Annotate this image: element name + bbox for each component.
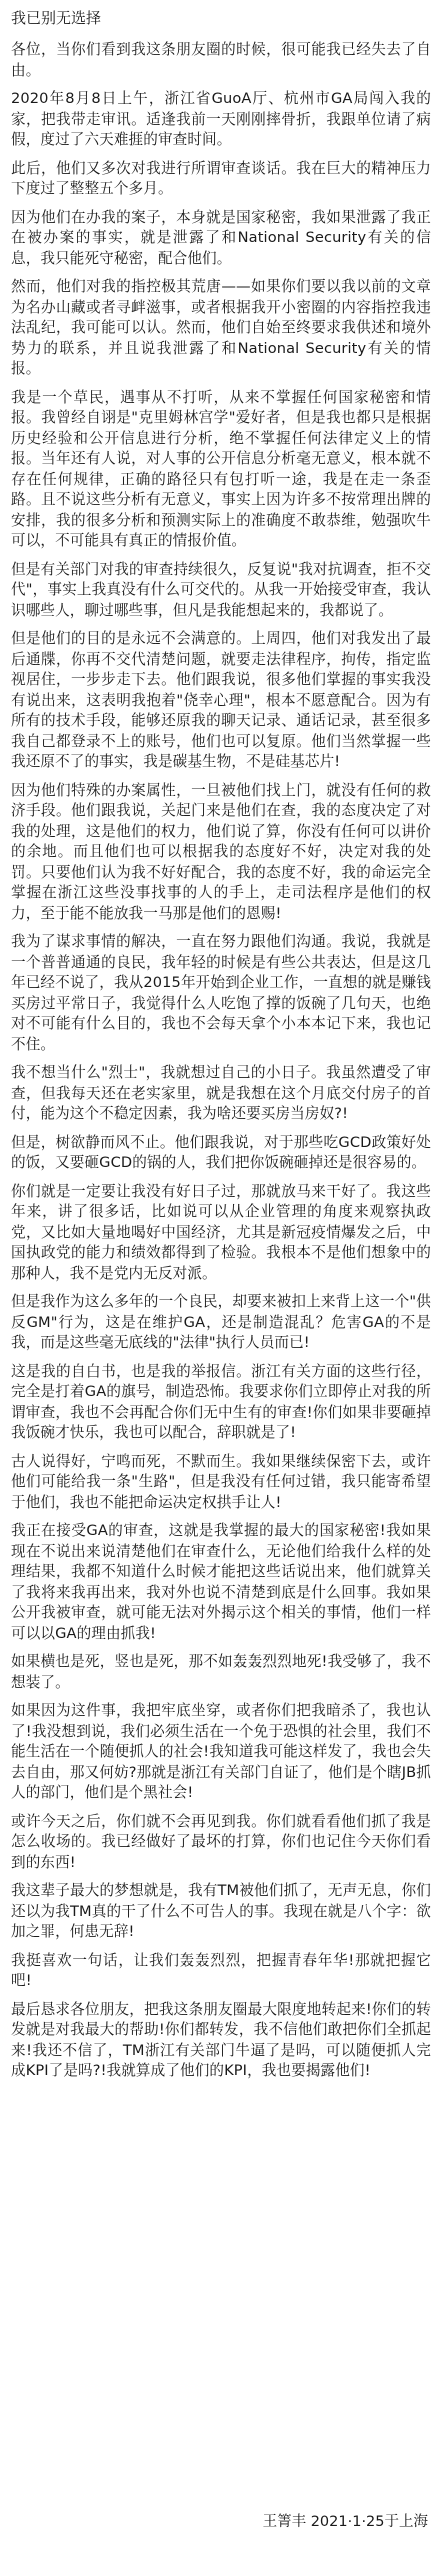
letter-paragraph: 但是有关部门对我的审查持续很久，反复说"我对抗调查，拒不交代"，事实上我真没有什么可交代的。从我一开始接受审查，我认识哪些人，聊过哪些事，但凡是我能想起来的，我都说了。 xyxy=(11,560,431,619)
letter-paragraph: 但是，树欲静而风不止。他们跟我说，对于那些吃GCD政策好处的饭，又要砸GCD的锅的人，我们把你饭碗砸掉还是很容易的。 xyxy=(11,1133,431,1171)
letter-paragraph: 这是我的自白书，也是我的举报信。浙江有关方面的这些行径，完全是打着GA的旗号，制造恐怖。我要求你们立即停止对我的所谓审查，我也不会再配合你们无中生有的审查!你们如果非要砸掉我饭碗才快乐，我也可以配合，辞职就是了! xyxy=(11,1362,431,1441)
letter-paragraph: 你们就是一定要让我没有好日子过，那就放马来干好了。我这些年来，讲了很多话，比如说可以从企业管理的角度来观察执政党，又比如大量地喝好中国经济，尤其是新冠疫情爆发之后，中国执政党的能力和绩效都得到了检验。我根本不是他们想象中的那种人，我不是党内无反对派。 xyxy=(11,1182,431,1282)
letter-paragraph: 各位，当你们看到我这条朋友圈的时候，很可能我已经失去了自由。 xyxy=(11,41,431,79)
letter-paragraph: 我为了谋求事情的解决，一直在努力跟他们沟通。我说，我就是一个普普通通的良民，我年轻的时候是有些公共表达，但是这几年已经不说了，我从2015年开始到企业工作，一直想的就是赚钱买房过平常日子，我觉得什么人吃饱了撑的饭碗了几句天，也绝对不可能有什么目的，我也不会每天拿个小本本记下来，我也记不住。 xyxy=(11,933,431,1053)
letter-signature: 王箐丰 2021·1·25于上海 xyxy=(262,2514,428,2530)
letter-body xyxy=(11,40,431,2082)
letter-paragraph: 然而，他们对我的指控极其荒唐——如果你们要以我以前的文章为名办山藏或者寻衅滋事，或者根据我开小密圈的内容指控我违法乱纪，我可能可以认。然而，他们自始至终要求我供述和境外势力的联系，并且说我泄露了和National Security有关的情报。 xyxy=(11,278,431,377)
letter-paragraph: 但是他们的目的是永远不会满意的。上周四，他们对我发出了最后通牒，你再不交代清楚问题，就要走法律程序，拘传，指定监视居住，一步步走下去。他们跟我说，很多他们掌握的事实我没有说出来，这表明我抱着"侥幸心理"，根本不愿意配合。因为有所有的技术手段，能够还原我的聊天记录、通话记录，甚至很多我自己都登录不上的账号，他们也可以复原。他们当然掌握一些我还原不了的事实，我是碳基生物，不是硅基芯片! xyxy=(11,630,431,770)
letter-paragraph: 因为他们在办我的案子，本身就是国家秘密，我如果泄露了我正在被办案的事实，就是泄露了和National Security有关的信息，我只能死守秘密，配合他们。 xyxy=(11,208,431,267)
letter-title: 我已别无选择 xyxy=(11,9,102,27)
letter-paragraph: 我是一个草民，遇事从不打听，从来不掌握任何国家秘密和情报。我曾经自诩是"克里姆林宫学"爱好者，但是我也都只是根据历史经验和公开信息进行分析，绝不掌握任何法律定义上的情报。当年还有人说，对人事的公开信息分析毫无意义，根本就不存在任何规律，正确的路径只有包打听一途，我是在走一条歪路。且不说这些分析有无意义，事实上因为许多不按常理出牌的安排，我的很多分析和预测实际上的准确度不敢恭维，勉强吹牛可以，不可能具有真正的情报价值。 xyxy=(11,388,431,549)
letter-paragraph: 如果横也是死，竖也是死，那不如轰轰烈烈地死!我受够了，我不想装了。 xyxy=(11,1653,431,1691)
letter-paragraph: 此后，他们又多次对我进行所谓审查谈话。我在巨大的精神压力下度过了整整五个多月。 xyxy=(11,159,431,197)
letter-paragraph: 古人说得好，宁鸣而死，不默而生。我如果继续保密下去，或许他们可能给我一条"生路"，但是我没有任何过错，我只能寄希望于他们，我也不能把命运决定权拱手让人! xyxy=(11,1452,431,1511)
letter-paragraph: 或许今天之后，你们就不会再见到我。你们就看看他们抓了我是怎么收场的。我已经做好了最坏的打算，你们也记住今天你们看到的东西! xyxy=(11,1812,431,1871)
letter-paragraph: 如果因为这件事，我把牢底坐穿，或者你们把我暗杀了，我也认了!我没想到说，我们必须生活在一个免于恐惧的社会里，我们不能生活在一个随便抓人的社会!我知道我可能这样发了，我也会失去自由，那又何妨?那就是浙江有关部门自证了，他们是个瞎JB抓人的部门，他们是个黑社会! xyxy=(11,1702,431,1801)
letter-paragraph: 我挺喜欢一句话，让我们轰轰烈烈，把握青春年华!那就把握它吧! xyxy=(11,1951,431,1989)
letter-paragraph: 2020年8月8日上午，浙江省GuoA厅、杭州市GA局闯入我的家，把我带走审讯。适逢我前一天刚刚摔骨折，我跟单位请了病假，度过了六天难捱的审查时间。 xyxy=(11,90,431,148)
letter-paragraph: 我不想当什么"烈士"，我就想过自己的小日子。我虽然遭受了审查，但我每天还在老实家里，就是我想在这个月底交付房子的首付，能为这个不稳定因素，我为啥还要买房当房奴?! xyxy=(11,1064,431,1122)
letter-paragraph: 最后恳求各位朋友，把我这条朋友圈最大限度地转起来!你们的转发就是对我最大的帮助!你们都转发，我不信他们敢把你们全抓起来!我还不信了，TM浙江有关部门牛逼了是吗，可以随便抓人完成KPI了是吗?!我就算成了他们的KPI，我也要揭露他们! xyxy=(11,2000,431,2079)
letter-paragraph: 我这辈子最大的梦想就是，我有TM被他们抓了，无声无息，你们还以为我TM真的干了什么不可告人的事。我现在就是八个字：欲加之罪，何患无辞! xyxy=(11,1882,431,1940)
letter-paragraph: 我正在接受GA的审查，这就是我掌握的最大的国家秘密!我如果现在不说出来说清楚他们在审查什么，无论他们给我什么样的处理结果，我都不知道什么时候才能把这些话说出来，他们就算关了我将来我再出来，我对外也说不清楚到底是什么回事。我如果公开我被审查，就可能无法对外揭示这个相关的事情，他们一样可以以GA的理由抓我! xyxy=(11,1522,431,1642)
letter-paragraph: 因为他们特殊的办案属性，一旦被他们找上门，就没有任何的救济手段。他们跟我说，关起门来是他们在查，我的态度决定了对我的处理，这是他们的权力，他们说了算，你没有任何可以讲价的余地。而且他们也可以根据我的态度好不好，决定对我的处罚。只要他们认为我不好好配合，我的态度不好，我的命运完全掌握在浙江这些没事找事的人的手上，走司法程序是他们的权力，至于能不能放我一马那是他们的恩赐! xyxy=(11,781,431,922)
letter-paragraph: 但是我作为这么多年的一个良民，却要来被扣上来背上这一个"供反GM"行为，这是在维护GA，还是制造混乱？危害GA的不是我，而是这些毫无底线的"法律"执行人员而已! xyxy=(11,1293,431,1351)
